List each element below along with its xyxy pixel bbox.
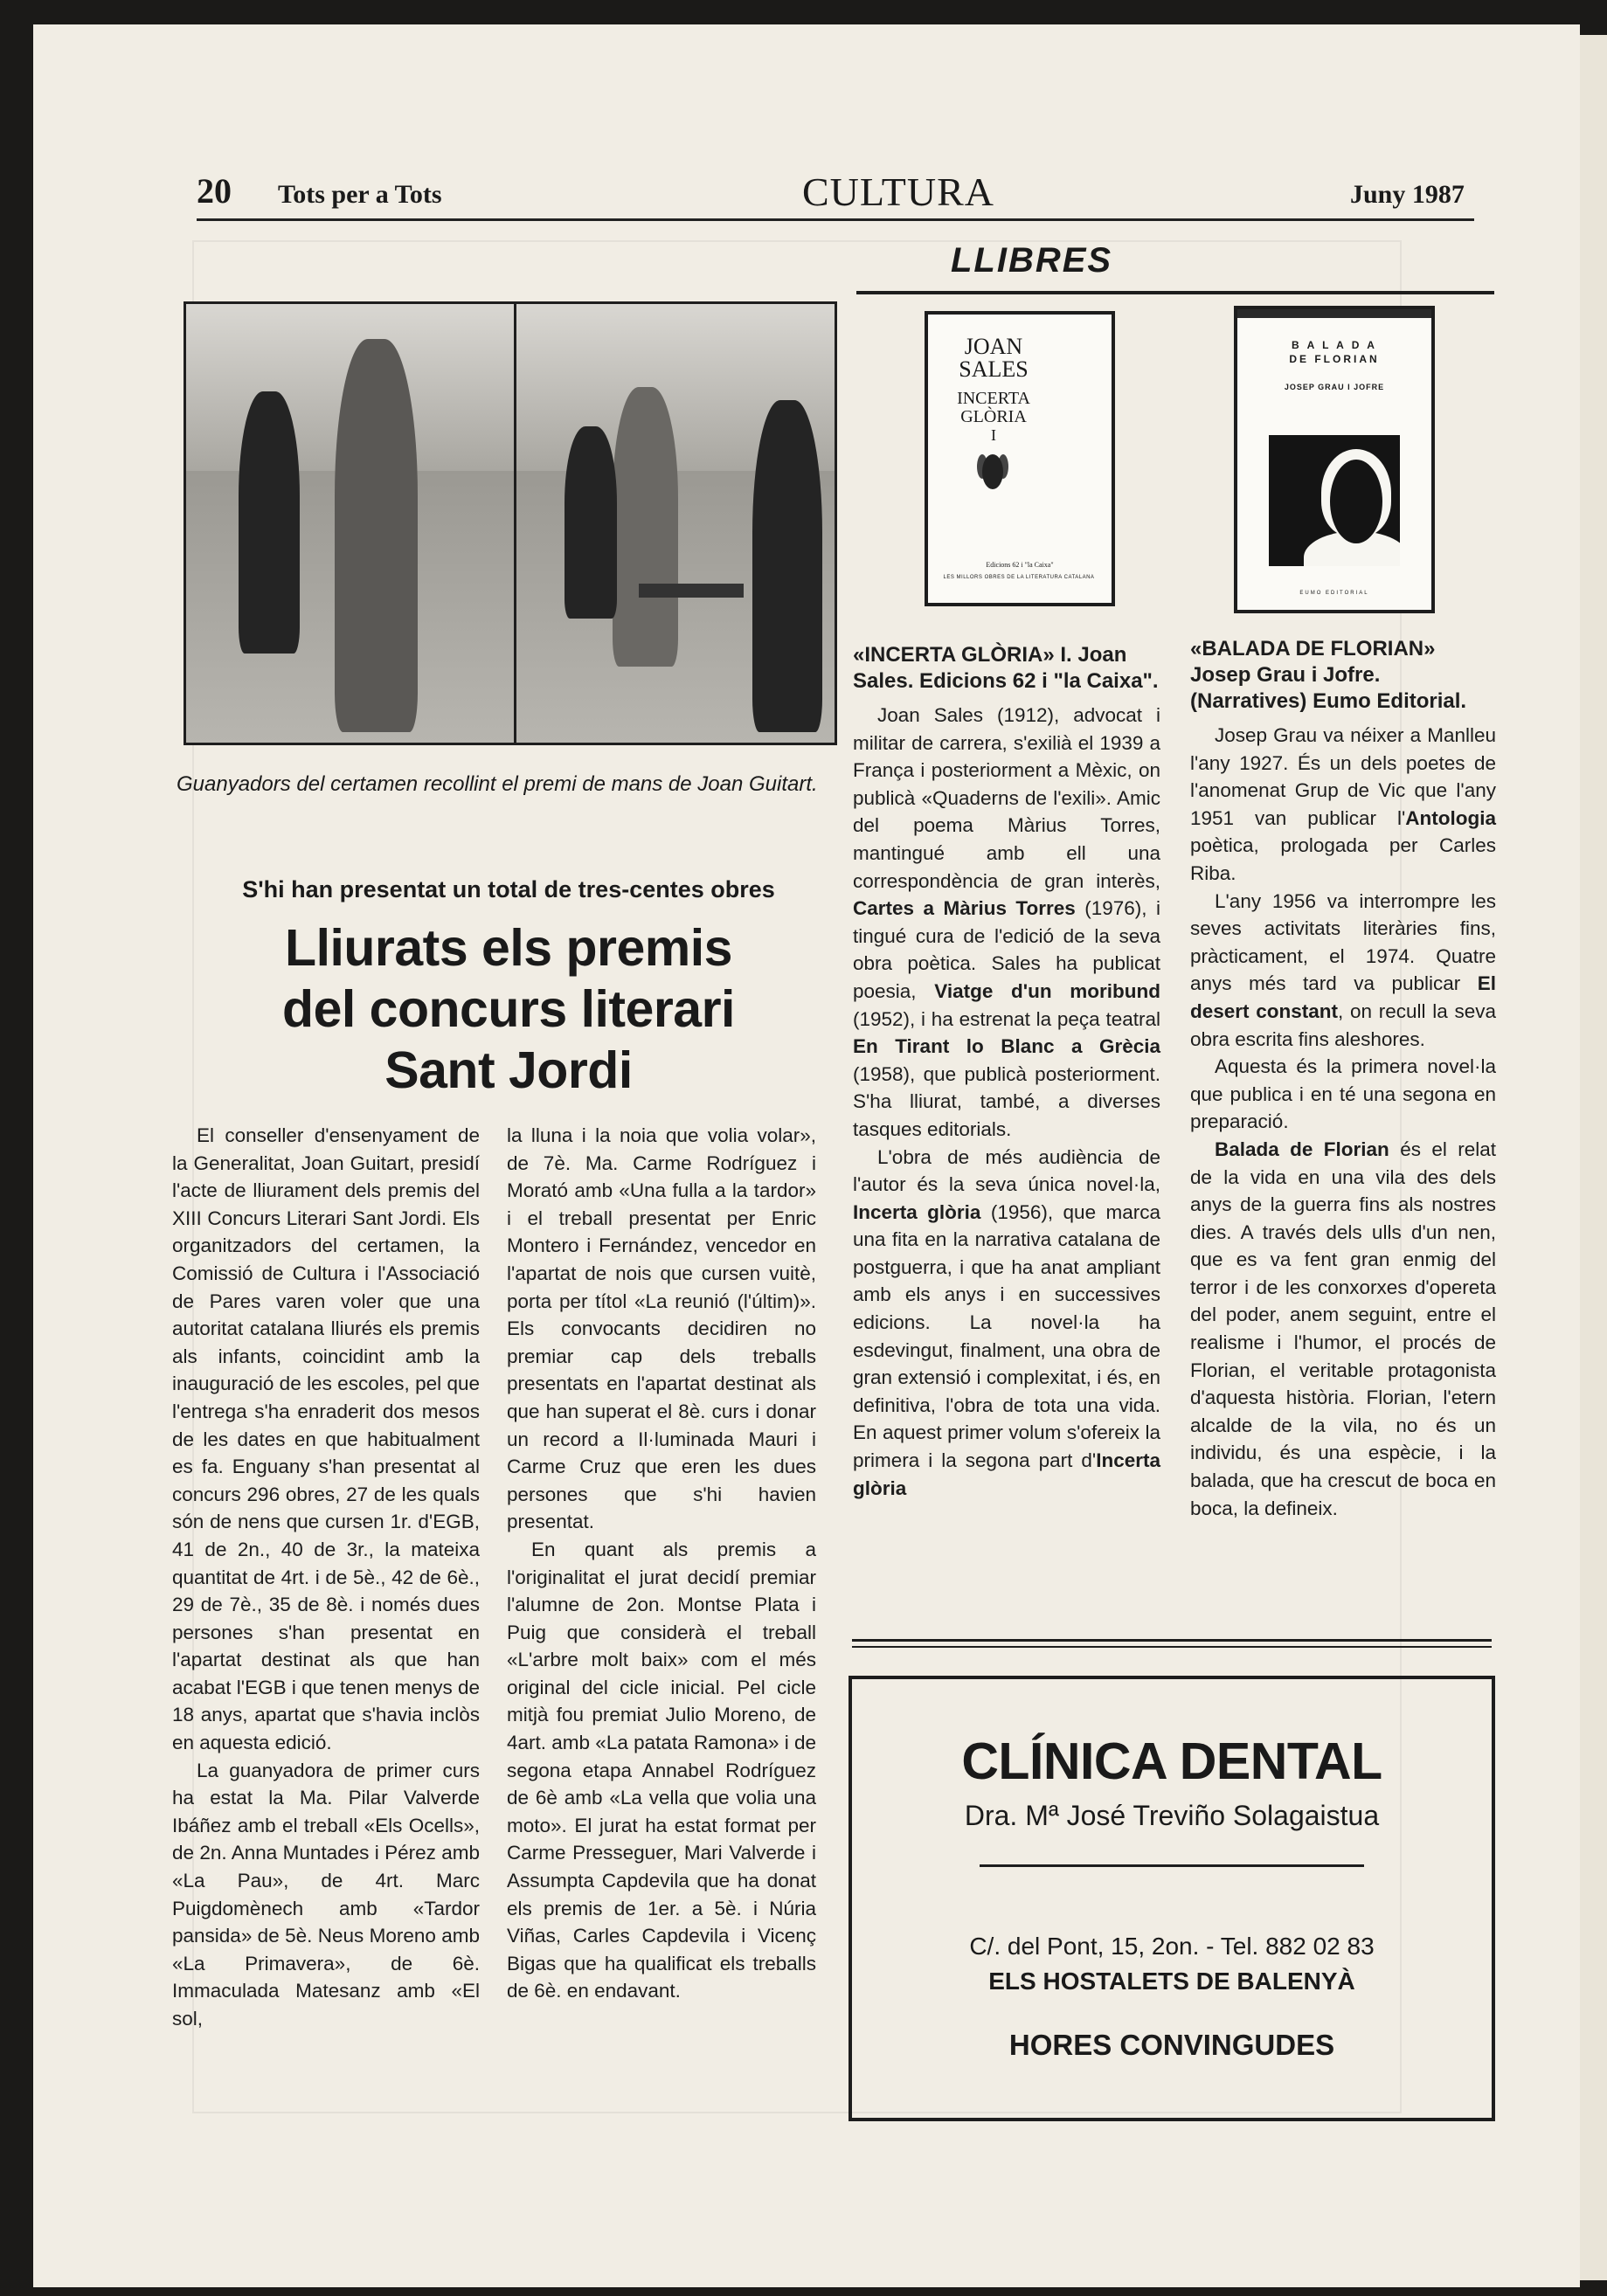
cover-title-2: DE FLORIAN — [1289, 353, 1380, 365]
figure-man — [335, 339, 418, 732]
book2-paragraph: Josep Grau va néixer a Manlleu l'any 1927. És un dels poetes de l'anomenat Grup de Vic que l'any 1951 van publicar l'Antologia poètica, prologada per Carles Riba. — [1190, 724, 1496, 884]
section-title: CULTURA — [802, 169, 994, 214]
ad-town: ELS HOSTALETS DE BALENYÀ — [988, 1968, 1355, 1995]
book-cover-incerta-gloria — [925, 311, 1115, 606]
cover-title-1: INCERTA — [957, 389, 1030, 408]
cover-title-2: GLÒRIA — [960, 407, 1027, 426]
header-rule — [197, 218, 1474, 221]
cover-title-1: B A L A D A — [1292, 339, 1377, 351]
publication-name: Tots per a Tots — [278, 180, 442, 209]
dental-clinic-ad — [849, 1676, 1495, 2121]
ad-separator-rule-2 — [852, 1646, 1492, 1648]
book1-paragraph: Joan Sales (1912), advocat i militar de carrera, s'exilià el 1939 a França i posteriorment a Mèxic, on publicà «Quaderns de l'exili». Amic del poema Màrius Torres, mantingué amb ell una correspondència de gran interès, Cartes a Màrius Torres (1976), i tingué cura de l'edició de la seva obra poètica. Sales ha publicat poesia, Viatge d'un moribund (1952), i ha estrenat la peça teatral En Tirant lo Blanc a Grècia (1958), que publicà posteriorment. S'ha lliurat, també, a diverses tasques editorials. — [853, 704, 1161, 1140]
issue-date: Juny 1987 — [1350, 180, 1465, 209]
book2-paragraph: L'any 1956 va interrompre les seves activitats literàries fins, pràcticament, el 1974. Quatre anys més tard va publicar El desert constant, on recull la seva obra escrita fins aleshores. — [1190, 889, 1496, 1050]
article-column-1 — [172, 1122, 480, 2033]
article-paragraph: En quant als premis a l'originalitat el jurat decidí premiar l'alumne de 2on. Montse Plata i Puig que considerà el treball «L'arbre molt baix» com el més original del cicle inicial. Pel cicle mitjà fou premiat Julio Moreno, de 4art. amb «La patata Ramona» i de segona etapa Annabel Rodríguez de 6è amb «La vella que volia una moto». El jurat ha estat format per Carme Presseguer, Mari Valverde i Assumpta Capdevila que ha donat els premis de 1er. a 5è. i Núria Viñas, Carles Capdevila i Vicenç Bigas que ha qualificat els treballs de 6è. en endavant. — [507, 1538, 816, 2002]
ad-separator-rule — [852, 1639, 1492, 1642]
article-paragraph: El conseller d'ensenyament de la Generalitat, Joan Guitart, presidí l'acte de lliurament dels premis del XIII Concurs Literari Sant Jordi. Els organitzadors del certamen, la Comissió de Cultura i l'Associació de Pares varen voler que una autoritat catalana lliurés els premis als infants, coincidint amb la inauguració de les escoles, pel que l'entrega s'ha enraderit dos mesos de les dates en que habitualment es fa. Enguany s'han presentat al concurs 296 obres, 27 de les quals són de nens que cursen 1r. d'EGB, 41 de 2n., 40 de 3r., la mateixa quantitat de 4rt. i de 5è., 42 de 6è., 29 de 7è., 35 de 8è. i només dues persones s'han presentat en l'apartat destinat als que han acabat l'EGB i que tenen menys de 18 anys, apartat que s'havia inclòs en aquesta edició. — [172, 1124, 481, 1754]
figure-girl — [239, 391, 300, 654]
cover-series: LES MILLORS OBRES DE LA LITERATURA CATALANA — [943, 575, 1095, 580]
figure-man-2 — [613, 387, 678, 667]
headline-line-3: Sant Jordi — [384, 1041, 633, 1099]
book1-paragraph: L'obra de més audiència de l'autor és la seva única novel·la, Incerta glòria (1956), que marca una fita en la narrativa catalana de postguerra, i que ha anat ampliant amb els anys i en successives edicions. La novel·la ha esdevingut, finalment, una obra de gran extensió i complexitat, i és, en definitiva, l'obra de tota una vida. En aquest primer volum s'ofereix la primera i la segona part d'Incerta glòria — [853, 1145, 1160, 1499]
cover-volume: I — [991, 426, 996, 444]
ad-hours: HORES CONVINGUDES — [1008, 2029, 1335, 2061]
cover-author: JOSEP GRAU I JOFRE — [1284, 383, 1385, 391]
fly-icon — [982, 454, 1003, 489]
article-paragraph: La guanyadora de primer curs ha estat la Ma. Pilar Valverde Ibáñez amb el treball «Els Ocells», de 2n. Anna Muntades i Pérez amb «La Pau», de 4rt. Marc Puigdomènech amb «Tardor pansida» de 5è. Neus Moreno amb «La Primavera», de 6è. Immaculada Matesanz amb «El sol, — [172, 1759, 480, 2030]
next-page-edge — [1580, 35, 1607, 2280]
ad-doctor: Dra. Mª José Treviño Solagaistua — [964, 1800, 1380, 1831]
cover-author: JOAN SALES — [959, 334, 1029, 382]
book-cover-balada-de-florian — [1234, 306, 1435, 613]
book2-title: «BALADA DE FLORIAN» Josep Grau i Jofre. (Narratives) Eumo Editorial. — [1190, 637, 1467, 713]
podium-table — [639, 584, 744, 598]
photo-caption: Guanyadors del certamen recollint el premi de mans de Joan Guitart. — [177, 772, 818, 796]
cover-silhouette-portrait — [1269, 435, 1400, 566]
award-photo-right — [514, 301, 837, 745]
cover-publisher: Edicions 62 i "la Caixa" — [986, 561, 1054, 569]
books-section-label: LLIBRES — [951, 241, 1113, 280]
award-photo-left — [184, 301, 517, 745]
article-headline — [177, 917, 841, 1101]
article-column-2 — [507, 1122, 816, 2005]
figure-woman — [752, 400, 822, 732]
cover-publisher: EUMO EDITORIAL — [1299, 591, 1369, 596]
article-kicker: S'hi han presentat un total de tres-centes obres — [242, 876, 775, 902]
book1-title: «INCERTA GLÒRIA» I. Joan Sales. Edicions 62 i "la Caixa". — [853, 643, 1159, 693]
figure-girl-2 — [565, 426, 617, 619]
headline-line-2: del concurs literari — [282, 980, 735, 1038]
article-paragraph: la lluna i la noia que volia volar», de 7è. Ma. Carme Rodríguez i Morató amb «Una fulla a la tardor» i el treball presentat per Enric Montero i Fernández, vencedor en l'apartat de nois que cursen vuitè, porta per títol «La reunió (l'últim)». Els convocants decidiren no premiar cap dels treballs presentats en l'apartat destinat als que han superat el 8è. curs i donar un record a Il·luminada Mauri i Carme Cruz que eren les dues persones que s'hi havien presentat. — [507, 1124, 816, 1533]
books-rule — [856, 291, 1494, 294]
ad-divider — [980, 1864, 1364, 1867]
ad-address: C/. del Pont, 15, 2on. - Tel. 882 02 83 — [969, 1933, 1375, 1960]
book2-review — [1190, 636, 1496, 1522]
page-number: 20 — [197, 171, 232, 211]
book2-paragraph: Aquesta és la primera novel·la que publica i en té una segona en preparació. — [1190, 1055, 1496, 1133]
headline-line-1: Lliurats els premis — [285, 919, 732, 977]
book1-review — [853, 642, 1160, 1502]
cover-top-band — [1237, 309, 1431, 318]
ad-title: CLÍNICA DENTAL — [961, 1732, 1382, 1790]
book2-paragraph: Balada de Florian és el relat de la vida en una vila des dels anys de la guerra fins als nostres dies. A través dels ulls d'un nen, que es va fent gran enmig del terror i de les conxorxes d'opereta del poder, anem seguint, entre el realisme i l'humor, el procés de Florian, el veritable protagonista d'aquesta història. Florian, l'etern alcalde de la vila, no és un individu, és una espècie, i la balada, que ha crescut de boca en boca, la defineix. — [1190, 1138, 1496, 1519]
